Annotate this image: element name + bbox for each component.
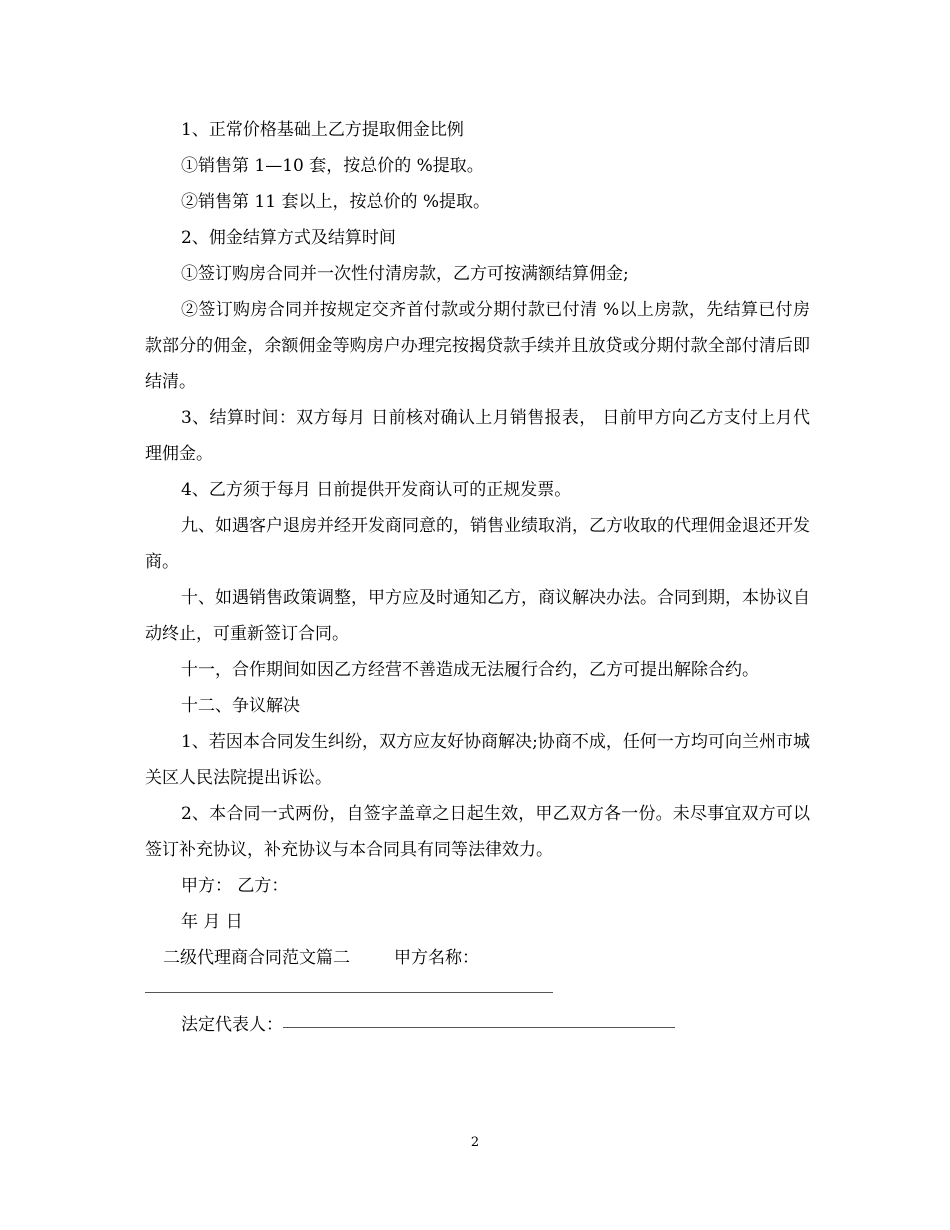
signature-date: 年 月 日 [181,912,243,932]
paragraph: 十一，合作期间如因乙方经营不善造成无法履行合约，乙方可提出解除合约。 [181,660,759,680]
paragraph: ①销售第 1—10 套，按总价的 %提取。 [181,156,484,176]
paragraph: 九、如遇客户退房并经开发商同意的，销售业绩取消，乙方收取的代理佣金退还开发商。 [145,516,810,572]
paragraph: ②签订购房合同并按规定交齐首付款或分期付款已付清 %以上房款，先结算已付房款部分的佣金，余额佣金等购房户办理完按揭贷款手续并且放贷或分期付款全部付清后即结清。 [145,300,810,392]
second-contract-title: 二级代理商合同范文篇二 [163,948,350,968]
legal-representative-row [145,1007,810,1043]
section-heading: 十二、争议解决 [181,696,300,716]
legal-representative-label: 法定代表人： [181,1015,283,1035]
paragraph: 1、正常价格基础上乙方提取佣金比例 [181,120,464,140]
paragraph: 3、结算时间：双方每月 日前核对确认上月销售报表， 日前甲方向乙方支付上月代理佣金。 [145,408,810,464]
signature-parties: 甲方： 乙方： [181,876,289,896]
paragraph: ①签订购房合同并一次性付清房款，乙方可按满额结算佣金; [181,264,629,284]
paragraph: ②销售第 11 套以上，按总价的 %提取。 [181,192,490,212]
legal-representative-blank [283,1027,675,1028]
paragraph: 十、如遇销售政策调整，甲方应及时通知乙方，商议解决办法。合同到期，本协议自动终止，可重新签订合同。 [145,588,810,644]
document-body [145,112,810,1043]
paragraph: 2、本合同一式两份，自签字盖章之日起生效，甲乙双方各一份。未尽事宜双方可以签订补充协议，补充协议与本合同具有同等法律效力。 [145,804,810,860]
paragraph: 2、佣金结算方式及结算时间 [181,228,396,248]
paragraph: 4、乙方须于每月 日前提供开发商认可的正规发票。 [181,480,572,500]
second-contract-heading-row [145,940,810,976]
paragraph: 1、若因本合同发生纠纷，双方应友好协商解决;协商不成，任何一方均可向兰州市城关区人民法院提出诉讼。 [145,732,810,788]
party-a-name-label: 甲方名称： [394,948,479,968]
party-a-name-blank [145,992,553,993]
page-number: 2 [470,1135,480,1150]
